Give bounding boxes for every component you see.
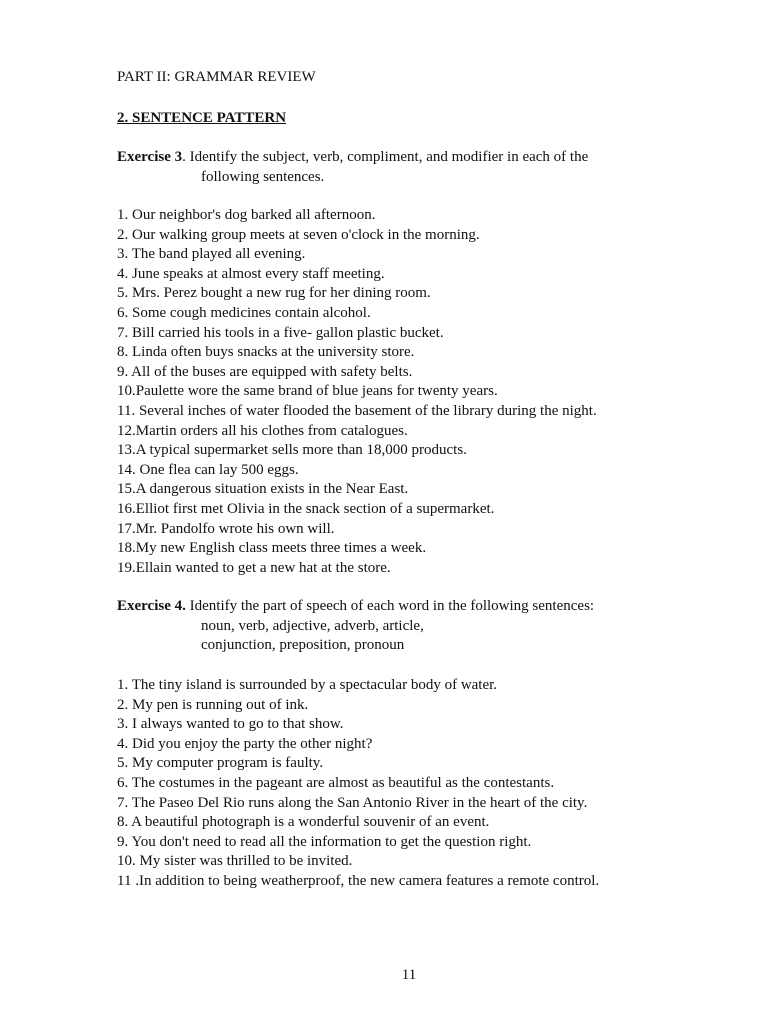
- list-item: 1. Our neighbor's dog barked all afternoon.: [117, 207, 376, 223]
- list-item: 8. Linda often buys snacks at the university store.: [117, 344, 415, 361]
- list-item: 19.Ellain wanted to get a new hat at the store.: [117, 559, 391, 576]
- list-item: 10.Paulette wore the same brand of blue jeans for twenty years.: [117, 383, 498, 400]
- exercise4-label: Exercise 4.: [117, 598, 186, 614]
- list-item: 15.A dangerous situation exists in the Near East.: [117, 481, 409, 498]
- exercise3-instruction-line1: . Identify the subject, verb, compliment, and modifier in each of the: [182, 149, 589, 165]
- exercise3-instruction-line2: following sentences.: [201, 169, 325, 185]
- list-item: 4. June speaks at almost every staff meeting.: [117, 265, 385, 282]
- list-item: 8. A beautiful photograph is a wonderful souvenir of an event.: [117, 814, 490, 831]
- exercise3-label: Exercise 3: [117, 149, 183, 165]
- list-item: 17.Mr. Pandolfo wrote his own will.: [117, 520, 335, 537]
- list-item: 4. Did you enjoy the party the other night?: [117, 735, 373, 752]
- list-item: 2. Our walking group meets at seven o'clock in the morning.: [117, 226, 480, 243]
- exercise4-instruction-line3: conjunction, preposition, pronoun: [201, 637, 405, 653]
- list-item: 18.My new English class meets three times a week.: [117, 540, 427, 557]
- list-item: 9. You don't need to read all the information to get the question right.: [117, 833, 532, 850]
- exercise4-list: [117, 676, 599, 892]
- exercise3-instruction: [117, 148, 588, 167]
- list-item: 12.Martin orders all his clothes from catalogues.: [117, 422, 408, 439]
- page-number: 11: [401, 967, 417, 983]
- list-item: 10. My sister was thrilled to be invited.: [117, 853, 353, 870]
- list-item: 1. The tiny island is surrounded by a spectacular body of water.: [117, 677, 498, 693]
- part-title: PART II: GRAMMAR REVIEW: [117, 69, 316, 85]
- list-item: 2. My pen is running out of ink.: [117, 696, 309, 713]
- list-item: 6. Some cough medicines contain alcohol.: [117, 304, 371, 321]
- list-item: 5. Mrs. Perez bought a new rug for her dining room.: [117, 285, 431, 302]
- list-item: 11 .In addition to being weatherproof, the new camera features a remote control.: [117, 872, 600, 889]
- list-item: 6. The costumes in the pageant are almost as beautiful as the contestants.: [117, 774, 555, 791]
- exercise4-instruction-line2: noun, verb, adjective, adverb, article,: [201, 618, 424, 634]
- list-item: 5. My computer program is faulty.: [117, 755, 324, 772]
- exercise3-list: [117, 206, 597, 578]
- list-item: 7. Bill carried his tools in a five- gallon plastic bucket.: [117, 324, 444, 341]
- list-item: 16.Elliot first met Olivia in the snack section of a supermarket.: [117, 500, 495, 517]
- list-item: 9. All of the buses are equipped with safety belts.: [117, 363, 413, 380]
- list-item: 7. The Paseo Del Rio runs along the San Antonio River in the heart of the city.: [117, 794, 588, 811]
- exercise4-instruction-line1: Identify the part of speech of each word in the following sentences:: [185, 598, 595, 614]
- list-item: 13.A typical supermarket sells more than 18,000 products.: [117, 442, 467, 459]
- list-item: 11. Several inches of water flooded the basement of the library during the night.: [117, 402, 597, 419]
- section-title: 2. SENTENCE PATTERN: [117, 110, 287, 126]
- list-item: 3. I always wanted to go to that show.: [117, 716, 344, 733]
- list-item: 14. One flea can lay 500 eggs.: [117, 461, 299, 478]
- list-item: 3. The band played all evening.: [117, 246, 306, 263]
- exercise4-instruction: [117, 597, 594, 616]
